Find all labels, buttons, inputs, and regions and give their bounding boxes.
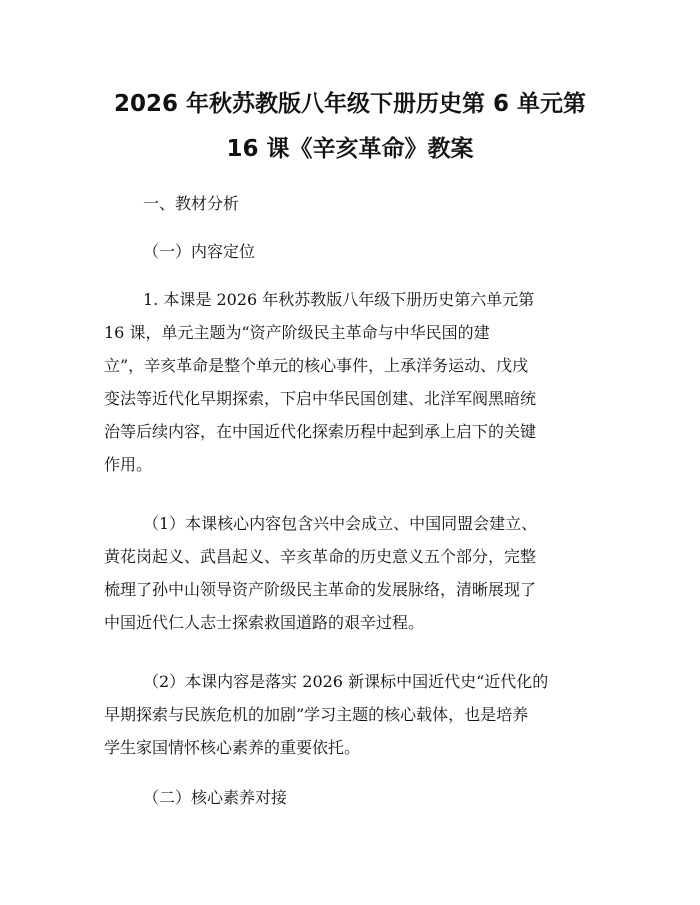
paragraph-line: （1）本课核心内容包含兴中会成立、中国同盟会建立、 <box>143 514 538 533</box>
paragraph-line: 16 课，单元主题为“资产阶级民主革命与中华民国的建 <box>104 323 490 342</box>
paragraph-line: 梳理了孙中山领导资产阶级民主革命的发展脉络，清晰展现了 <box>104 580 537 599</box>
paragraph-line: 中国近代仁人志士探索救国道路的艰辛过程。 <box>104 613 425 632</box>
paragraph-line: （2）本课内容是落实 2026 新课标中国近代史“近代化的 <box>143 672 549 691</box>
paragraph-line: 1. 本课是 2026 年秋苏教版八年级下册历史第六单元第 <box>143 290 535 309</box>
document-title-line-1: 2026 年秋苏教版八年级下册历史第 6 单元第 <box>113 91 587 117</box>
paragraph-line: 变法等近代化早期探索，下启中华民国创建、北洋军阀黑暗统 <box>104 389 537 408</box>
subsection-heading-competency: （二）核心素养对接 <box>143 788 288 807</box>
paragraph-line: 黄花岗起义、武昌起义、辛亥革命的历史意义五个部分，完整 <box>104 547 537 566</box>
paragraph-line: 早期探索与民族危机的加剧”学习主题的核心载体，也是培养 <box>104 705 529 724</box>
paragraph-line: 立”，辛亥革命是整个单元的核心事件，上承洋务运动、戊戌 <box>104 356 529 375</box>
section-heading-analysis: 一、教材分析 <box>143 194 240 213</box>
document-title-line-2: 16 课《辛亥革命》教案 <box>226 136 474 162</box>
subsection-heading-content: （一）内容定位 <box>143 242 256 261</box>
paragraph-line: 作用。 <box>104 455 153 474</box>
paragraph-line: 学生家国情怀核心素养的重要依托。 <box>104 738 361 757</box>
paragraph-line: 治等后续内容，在中国近代化探索历程中起到承上启下的关键 <box>104 422 537 441</box>
